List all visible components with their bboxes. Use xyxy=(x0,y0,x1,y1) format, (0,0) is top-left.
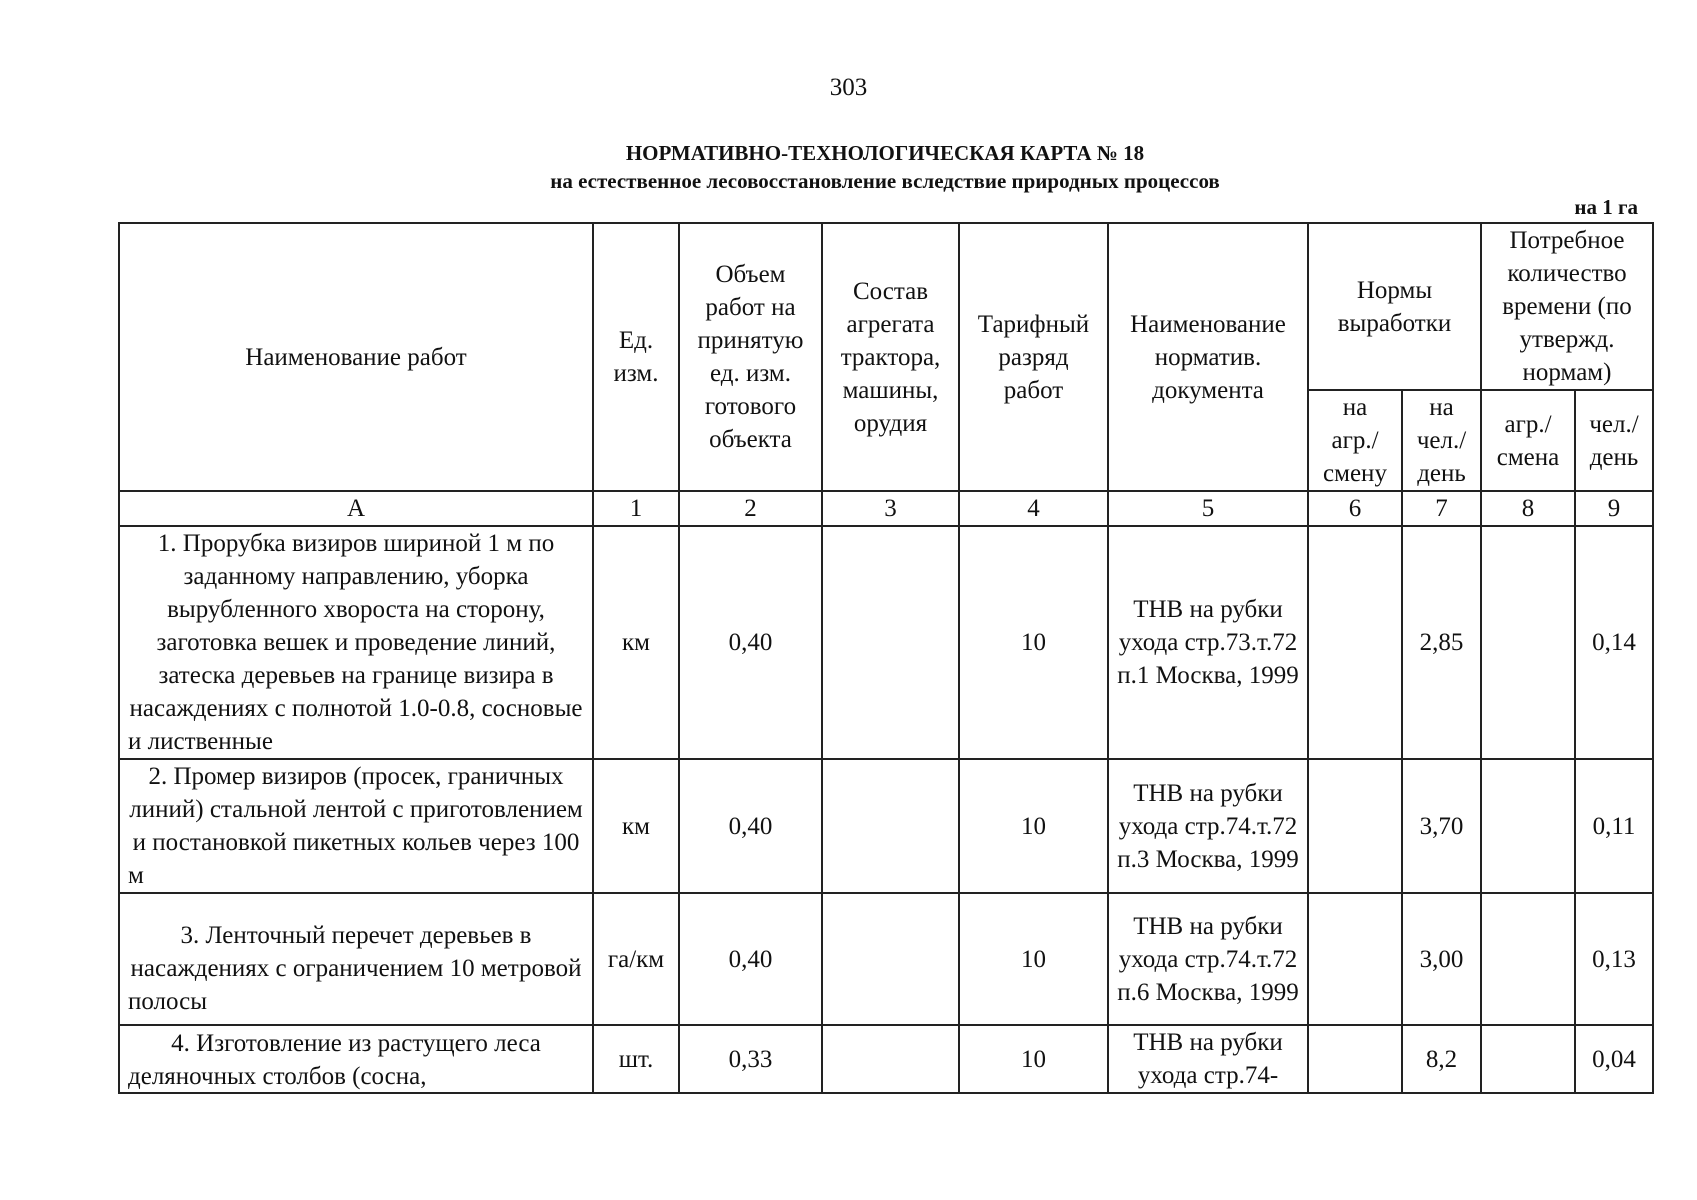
page-number: 303 xyxy=(829,74,868,101)
unit-cell: км xyxy=(593,759,679,893)
norm-table xyxy=(118,222,1654,1094)
time-agr-cell xyxy=(1481,526,1575,759)
unit-cell: га/км xyxy=(593,893,679,1025)
time-agr-cell xyxy=(1481,893,1575,1025)
time-person-cell: 0,11 xyxy=(1575,759,1653,893)
doc-cell: ТНВ на рубки ухода стр.74.т.72 п.3 Москва, 1999 xyxy=(1108,759,1308,893)
work-name-cell: 3. Ленточный перечет деревьев в насаждениях с ограничением 10 метровой полосы xyxy=(119,893,593,1025)
time-person-cell: 0,04 xyxy=(1575,1025,1653,1093)
page-subtitle: на естественное лесовосстановление вследствие природных процессов xyxy=(550,169,1220,193)
table-row xyxy=(119,759,1653,893)
volume-cell: 0,40 xyxy=(679,759,822,893)
doc-cell: ТНВ на рубки ухода стр.74- xyxy=(1108,1025,1308,1093)
composition-cell xyxy=(822,759,959,893)
header-norms-agr: на агр./ смену xyxy=(1308,390,1402,491)
norm-person-cell: 2,85 xyxy=(1402,526,1481,759)
table-row xyxy=(119,526,1653,759)
unit-note: на 1 га xyxy=(1574,195,1638,219)
index-cell: 9 xyxy=(1575,491,1653,526)
header-time-agr: агр./ смена xyxy=(1481,390,1575,491)
time-agr-cell xyxy=(1481,1025,1575,1093)
grade-cell: 10 xyxy=(959,759,1108,893)
work-name-cell: 2. Промер визиров (просек, граничных линий) стальной лентой с приготовлением и постановкой пикетных кольев через 100 м xyxy=(119,759,593,893)
index-cell: А xyxy=(119,491,593,526)
norm-person-cell: 3,70 xyxy=(1402,759,1481,893)
index-cell: 2 xyxy=(679,491,822,526)
norm-agr-cell xyxy=(1308,893,1402,1025)
grade-cell: 10 xyxy=(959,526,1108,759)
time-person-cell: 0,14 xyxy=(1575,526,1653,759)
index-cell: 7 xyxy=(1402,491,1481,526)
index-cell: 4 xyxy=(959,491,1108,526)
work-name-cell xyxy=(119,1025,593,1093)
table-row xyxy=(119,1025,1653,1093)
norm-person-cell: 8,2 xyxy=(1402,1025,1481,1093)
norm-person-cell: 3,00 xyxy=(1402,893,1481,1025)
time-agr-cell xyxy=(1481,759,1575,893)
header-time: Потребное количество времени (по утвержд. нормам) xyxy=(1481,223,1653,390)
table-row xyxy=(119,893,1653,1025)
index-cell: 6 xyxy=(1308,491,1402,526)
index-cell: 3 xyxy=(822,491,959,526)
doc-cell: ТНВ на рубки ухода стр.73.т.72 п.1 Москва, 1999 xyxy=(1108,526,1308,759)
unit-cell: км xyxy=(593,526,679,759)
composition-cell xyxy=(822,893,959,1025)
index-cell: 1 xyxy=(593,491,679,526)
index-cell: 8 xyxy=(1481,491,1575,526)
doc-cell: ТНВ на рубки ухода стр.74.т.72 п.6 Москва, 1999 xyxy=(1108,893,1308,1025)
header-work-name: Наименование работ xyxy=(119,223,593,491)
index-row xyxy=(119,491,1653,526)
composition-cell xyxy=(822,1025,959,1093)
unit-cell: шт. xyxy=(593,1025,679,1093)
volume-cell: 0,40 xyxy=(679,526,822,759)
volume-cell: 0,40 xyxy=(679,893,822,1025)
header-norms-person: на чел./ день xyxy=(1402,390,1481,491)
header-doc: Наименование норматив. документа xyxy=(1108,223,1308,491)
time-person-cell: 0,13 xyxy=(1575,893,1653,1025)
header-volume: Объем работ на принятую ед. изм. готового объекта xyxy=(679,223,822,491)
norm-agr-cell xyxy=(1308,759,1402,893)
header-time-person: чел./ день xyxy=(1575,390,1653,491)
index-cell: 5 xyxy=(1108,491,1308,526)
header-norms: Нормы выработки xyxy=(1308,223,1481,390)
volume-cell: 0,33 xyxy=(679,1025,822,1093)
header-grade: Тарифный разряд работ xyxy=(959,223,1108,491)
grade-cell: 10 xyxy=(959,1025,1108,1093)
norm-agr-cell xyxy=(1308,526,1402,759)
header-unit: Ед. изм. xyxy=(593,223,679,491)
page-title: НОРМАТИВНО-ТЕХНОЛОГИЧЕСКАЯ КАРТА № 18 xyxy=(625,141,1145,165)
header-row-1 xyxy=(119,223,1653,390)
work-name-cell: 1. Прорубка визиров шириной 1 м по заданному направлению, уборка вырубленного хвороста на сторону, заготовка вешек и проведение линий, затеска деревьев на границе визира в насаждениях с полнотой 1.0-0.8, сосновые и лиственные xyxy=(119,526,593,759)
work-name-text: 4. Изготовление из растущего леса деляночных столбов (сосна, xyxy=(128,1030,541,1090)
grade-cell: 10 xyxy=(959,893,1108,1025)
header-composition: Состав агрегата трактора, машины, орудия xyxy=(822,223,959,491)
composition-cell xyxy=(822,526,959,759)
norm-agr-cell xyxy=(1308,1025,1402,1093)
